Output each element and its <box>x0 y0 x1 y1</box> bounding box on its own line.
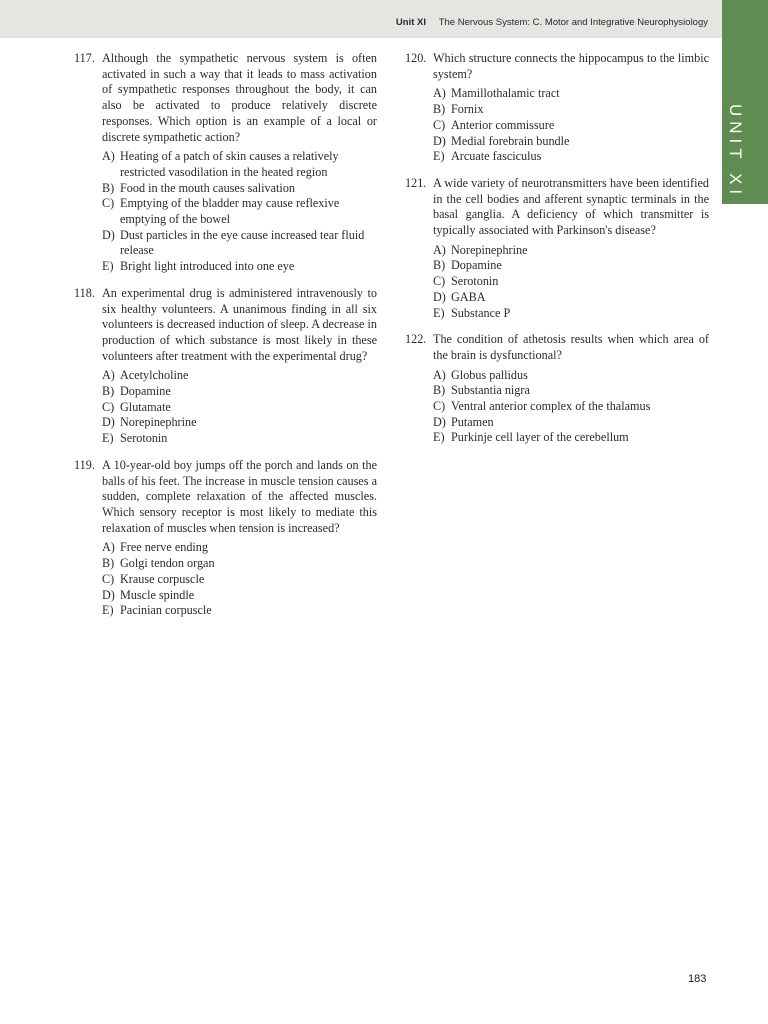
answer-option-text: Fornix <box>451 102 484 117</box>
answer-option <box>433 258 709 274</box>
answer-option <box>102 431 377 447</box>
answer-option-letter: E) <box>433 305 445 320</box>
answer-options <box>433 86 709 165</box>
answer-option <box>102 384 377 400</box>
question-item <box>405 51 709 165</box>
answer-option-text: Norepinephrine <box>451 242 528 257</box>
question-stem: The condition of athetosis results when which area of the brain is dysfunctional? <box>433 332 709 362</box>
answer-options <box>433 368 709 447</box>
answer-option-text: Serotonin <box>120 431 168 446</box>
answer-option-text: Dopamine <box>451 258 502 273</box>
question-stem: An experimental drug is administered intravenously to six healthy volunteers. A unanimous finding in all six volunteers is decreased induction of sleep. A decrease in production of which substance is most likely in these volunteers after treatment with the experimental drug? <box>102 285 377 363</box>
answer-option <box>102 415 377 431</box>
answer-option-text: Pacinian corpuscle <box>120 603 212 618</box>
question-item <box>74 51 377 275</box>
answer-option-text: Purkinje cell layer of the cerebellum <box>451 430 629 445</box>
answer-option-letter: A) <box>433 86 446 101</box>
question-item <box>405 332 709 446</box>
answer-option-letter: B) <box>102 180 115 195</box>
answer-option-text: Heating of a patch of skin causes a relatively restricted vasodilation in the heated region <box>120 149 339 179</box>
answer-option-text: Acetylcholine <box>120 368 189 383</box>
answer-option <box>433 149 709 165</box>
answer-option <box>102 572 377 588</box>
answer-option-text: Glutamate <box>120 399 171 414</box>
answer-option <box>102 368 377 384</box>
answer-option-text: Bright light introduced into one eye <box>120 259 295 274</box>
question-item <box>74 458 377 619</box>
answer-option <box>102 149 377 180</box>
answer-option-letter: D) <box>433 289 446 304</box>
answer-option <box>433 430 709 446</box>
answer-option <box>433 368 709 384</box>
answer-option-text: Norepinephrine <box>120 415 197 430</box>
answer-option-letter: B) <box>102 556 115 571</box>
answer-option <box>102 228 377 259</box>
answer-option-letter: B) <box>433 258 446 273</box>
answer-option-text: Muscle spindle <box>120 587 195 602</box>
unit-side-tab <box>722 0 768 204</box>
answer-option-letter: C) <box>102 196 115 211</box>
answer-option <box>433 399 709 415</box>
answer-option-text: Globus pallidus <box>451 367 528 382</box>
question-number: 119. <box>74 457 95 472</box>
answer-option <box>433 415 709 431</box>
answer-option-letter: B) <box>433 102 446 117</box>
answer-option <box>433 306 709 322</box>
question-stem: Which structure connects the hippocampus to the limbic system? <box>433 51 709 81</box>
answer-option <box>102 259 377 275</box>
question-number: 122. <box>405 332 427 347</box>
answer-option-letter: A) <box>102 368 115 383</box>
answer-option-letter: C) <box>433 399 446 414</box>
question-stem: A 10-year-old boy jumps off the porch and lands on the balls of his feet. The increase in muscle tension causes a sudden, complete relaxation of the affected muscles. Which sensory receptor is most likely to mediate this relaxation of muscles when tension is increased? <box>102 457 377 535</box>
answer-option-text: Substance P <box>451 305 511 320</box>
answer-option <box>433 134 709 150</box>
left-question-column <box>74 51 377 630</box>
answer-option <box>102 196 377 227</box>
answer-option-letter: D) <box>433 133 446 148</box>
answer-option <box>102 181 377 197</box>
answer-option-text: Arcuate fasciculus <box>451 149 542 164</box>
answer-option <box>102 603 377 619</box>
answer-option-letter: D) <box>102 415 115 430</box>
answer-option-text: Emptying of the bladder may cause reflexive emptying of the bowel <box>120 196 340 227</box>
question-item <box>405 176 709 321</box>
answer-option-text: Food in the mouth causes salivation <box>120 180 296 195</box>
answer-option-text: Free nerve ending <box>120 540 208 555</box>
answer-option-letter: A) <box>433 367 446 382</box>
answer-option-letter: C) <box>102 399 115 414</box>
answer-option-letter: A) <box>102 540 115 555</box>
question-stem: Although the sympathetic nervous system is often activated in such a way that it leads to mass activation of sympathetic responses throughout the body, it can also be activated to produce relatively discrete responses. Which option is an example of a local or discrete sympathetic action? <box>102 51 377 144</box>
answer-option-letter: A) <box>102 149 115 164</box>
answer-option-text: Dopamine <box>120 384 171 399</box>
question-number: 120. <box>405 51 427 65</box>
answer-options <box>102 368 377 447</box>
question-stem: A wide variety of neurotransmitters have been identified in the cell bodies and afferent synaptic terminals in the basal ganglia. A deficiency of which transmitter is typically associated with Parkinson's disease? <box>433 175 709 238</box>
answer-option-letter: B) <box>433 383 446 398</box>
question-item <box>74 286 377 447</box>
answer-option <box>433 290 709 306</box>
question-number: 117. <box>74 51 95 65</box>
answer-option-text: Putamen <box>451 414 494 429</box>
answer-option-letter: D) <box>102 227 115 242</box>
answer-option-text: GABA <box>451 289 486 304</box>
header-unit: Unit XI <box>395 17 426 28</box>
answer-option-letter: E) <box>102 603 114 618</box>
answer-option-letter: C) <box>433 274 446 289</box>
answer-options <box>102 540 377 619</box>
answer-option <box>102 540 377 556</box>
answer-option <box>102 556 377 572</box>
answer-option <box>433 383 709 399</box>
answer-option-text: Dust particles in the eye cause increased tear fluid release <box>120 227 365 258</box>
running-header <box>0 0 722 38</box>
answer-options <box>433 243 709 322</box>
answer-option-letter: E) <box>102 431 114 446</box>
answer-option-text: Substantia nigra <box>451 383 530 398</box>
answer-option-letter: E) <box>433 430 445 445</box>
answer-option <box>102 400 377 416</box>
answer-options <box>102 149 377 275</box>
answer-option-letter: E) <box>102 259 114 274</box>
answer-option-text: Serotonin <box>451 274 499 289</box>
answer-option-letter: C) <box>102 571 115 586</box>
right-question-column <box>405 51 709 457</box>
answer-option <box>433 118 709 134</box>
header-chapter-title: The Nervous System: C. Motor and Integrative Neurophysiology <box>438 17 708 28</box>
answer-option-letter: B) <box>102 384 115 399</box>
answer-option <box>102 588 377 604</box>
answer-option-letter: D) <box>102 587 115 602</box>
answer-option <box>433 243 709 259</box>
answer-option-letter: D) <box>433 414 446 429</box>
answer-option-letter: C) <box>433 117 446 132</box>
question-number: 121. <box>405 175 427 190</box>
answer-option-text: Medial forebrain bundle <box>451 133 570 148</box>
answer-option <box>433 274 709 290</box>
question-number: 118. <box>74 285 95 300</box>
answer-option-text: Anterior commissure <box>451 117 555 132</box>
answer-option-text: Krause corpuscle <box>120 571 205 586</box>
answer-option-text: Mamillothalamic tract <box>451 86 560 101</box>
answer-option-text: Golgi tendon organ <box>120 556 215 571</box>
answer-option <box>433 86 709 102</box>
answer-option-text: Ventral anterior complex of the thalamus <box>451 399 651 414</box>
unit-side-tab-label: UNIT XI <box>726 104 745 200</box>
page-number: 183 <box>688 973 707 985</box>
answer-option-letter: E) <box>433 149 445 164</box>
answer-option-letter: A) <box>433 242 446 257</box>
answer-option <box>433 102 709 118</box>
